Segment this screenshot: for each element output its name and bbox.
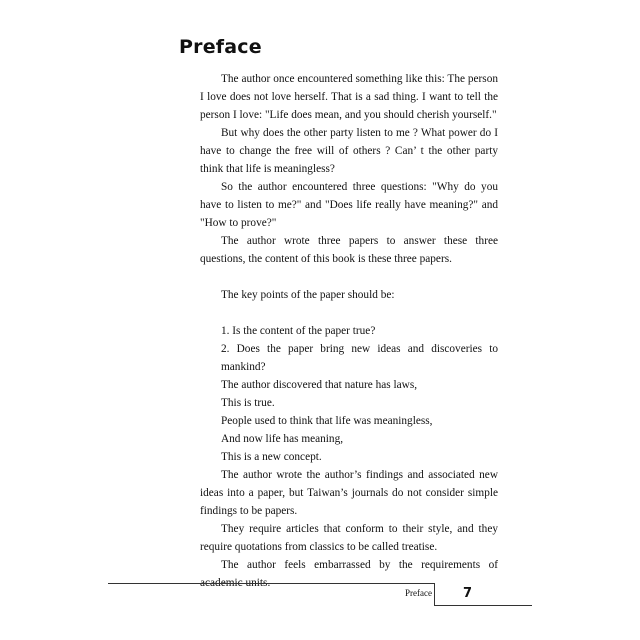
footer-rule (108, 583, 434, 584)
page-body (200, 70, 498, 592)
verse-line-5: This is a new concept. (221, 451, 322, 463)
verse-line-1: The author discovered that nature has laws, (221, 379, 418, 391)
key-point-1: 1. Is the content of the paper true? (221, 325, 376, 337)
verse-line-2: This is true. (221, 397, 275, 409)
closing-paragraph-3: The author feels embarrassed by the requirements of academic units. (200, 559, 498, 589)
spacer (200, 304, 498, 322)
paragraph-3: So the author encountered three questions: "Why do you have to listen to me?" and "Does life really have meaning?" and "How to prove?" (200, 181, 498, 229)
closing-paragraph-2: They require articles that conform to their style, and they require quotations from classics to be called treatise. (200, 523, 498, 553)
spacer (200, 268, 498, 286)
footer-rule-bottom (434, 605, 532, 606)
paragraph-2: But why does the other party listen to me ? What power do I have to change the free will of others ? Can’ t the other party think that life is meaningless? (200, 127, 498, 175)
closing-paragraph-1: The author wrote the author’s findings and associated new ideas into a paper, but Taiwan’s journals do not consider simple findings to be papers. (200, 469, 498, 517)
verse-line-3: People used to think that life was meaningless, (221, 415, 433, 427)
footer-divider (434, 583, 435, 605)
page-number: 7 (463, 586, 473, 601)
paragraph-1: The author once encountered something like this: The person I love does not love herself. That is a sad thing. I want to tell the person I love: "Life does mean, and you should cherish yourself." (200, 73, 498, 121)
page-title: Preface (179, 36, 262, 58)
key-points-intro: The key points of the paper should be: (221, 289, 395, 301)
running-footer-label: Preface (405, 588, 432, 598)
paragraph-4: The author wrote three papers to answer these three questions, the content of this book is these three papers. (200, 235, 498, 265)
verse-line-4: And now life has meaning, (221, 433, 344, 445)
key-point-2: 2. Does the paper bring new ideas and discoveries to mankind? (221, 343, 498, 373)
